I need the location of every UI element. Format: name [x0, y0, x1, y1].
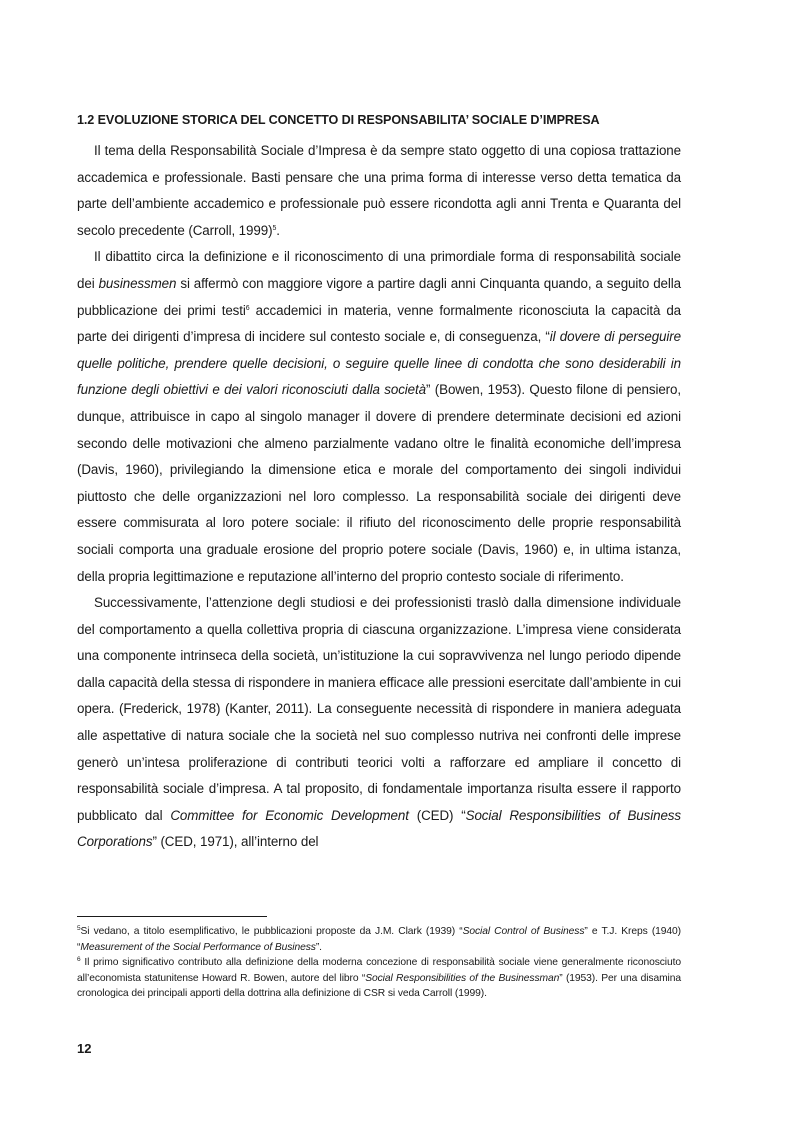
footnote-number: 5	[77, 925, 81, 932]
text-run: ” (CED, 1971), all’interno del	[152, 834, 319, 850]
italic-report-title: Social Responsibilities of Business Corporations	[77, 807, 681, 850]
footnotes	[77, 924, 681, 1002]
text-run: ” (1953). Per una disamina cronologica dei principali apporti della dottrina alla definizione di CSR si veda Carroll (1999).	[77, 972, 682, 1000]
italic-title: Measurement of the Social Performance of Business	[80, 941, 316, 953]
text-run: ” e T.J. Kreps (1940) “	[77, 926, 681, 953]
text-run: ” (Bowen, 1953). Questo filone di pensiero, dunque, attribuisce in capo al singolo manager il dovere di prendere determinate decisioni ed azioni secondo delle motivazioni che almeno parzialmente vadano oltre le finalità economiche dell’impresa (Davis, 1960), privilegiando la dimensione etica e morale del comportamento dei singoli individui piuttosto che delle organizzazioni nel loro complesso. La responsabilità sociale dei dirigenti deve essere commisurata al loro potere sociale: il rifiuto del riconoscimento delle proprie responsabilità sociali comporta una graduale erosione del proprio potere sociale (Davis, 1960) e, in ultima istanza, della propria legittimazione e reputazione all’interno del proprio contesto sociale di riferimento.	[77, 382, 681, 584]
italic-title: Social Responsibilities of the Businessman	[365, 972, 560, 984]
text-run: accademici in materia, venne formalmente riconosciuta la capacità da parte dei dirigenti d’impresa di incidere sul contesto sociale e, di conseguenza, “	[77, 302, 682, 345]
italic-title: Social Control of Business	[462, 926, 585, 937]
footnote-6	[77, 955, 681, 1002]
text-run: (CED) “	[408, 807, 466, 823]
text-run: si affermò con maggiore vigore a partire dagli anni Cinquanta quando, a seguito della pubblicazione dei primi testi	[77, 275, 681, 318]
paragraph-1	[77, 138, 681, 244]
footnote-5	[77, 924, 681, 955]
page-number: 12	[77, 1041, 92, 1056]
footnote-separator	[77, 916, 267, 917]
paragraph-2	[77, 244, 681, 590]
body-text	[77, 138, 681, 856]
footnote-ref-5[interactable]: 5	[272, 224, 277, 232]
text-run: ”.	[315, 941, 322, 953]
italic-quote: il dovere di perseguire quelle politiche, prendere quelle decisioni, o seguire quelle linee di condotta che sono desiderabili in funzione degli obiettivi e dei valori riconosciuti dalla società	[77, 329, 681, 398]
italic-organization: Committee for Economic Development	[170, 807, 409, 823]
text-run: Il tema della Responsabilità Sociale d’Impresa è da sempre stato oggetto di una copiosa trattazione accademica e professionale. Basti pensare che una prima forma di interesse verso detta tematica da parte dell’ambiente accademico e professionale può essere ricondotta agli anni Trenta e Quaranta del secolo precedente (Carroll, 1999)	[77, 143, 681, 238]
paragraph-3	[77, 590, 681, 856]
italic-term: businessmen	[98, 275, 177, 291]
text-run: Il primo significativo contributo alla definizione della moderna concezione di responsabilità sociale viene generalmente riconosciuto all’economista statunitense Howard R. Bowen, autore del libro “	[77, 957, 681, 984]
text-run: Successivamente, l’attenzione degli studiosi e dei professionisti traslò dalla dimensione individuale del comportamento a quella collettiva propria di ciascuna organizzazione. L’impresa viene considerata una componente intrinseca della società, un’istituzione la cui sopravvivenza nel lungo periodo dipende dalla capacità della stessa di rispondere in maniera efficace alle pressioni esercitate dall’ambiente in cui opera. (Frederick, 1978) (Kanter, 2011). La conseguente necessità di rispondere in maniera adeguata alle aspettative di natura sociale che la società nel suo complesso nutriva nei confronti delle imprese generò un’intesa proliferazione di contributi teorici volti a rafforzare ed ampliare il concetto di responsabilità sociale d’impresa. A tal proposito, di fondamentale importanza risulta essere il rapporto pubblicato dal	[77, 595, 681, 823]
section-heading: 1.2 EVOLUZIONE STORICA DEL CONCETTO DI RESPONSABILITA’ SOCIALE D’IMPRESA	[77, 113, 600, 127]
text-run: .	[276, 222, 280, 238]
text-run: Il dibattito circa la definizione e il riconoscimento di una primordiale forma di responsabilità sociale dei	[77, 249, 681, 291]
footnote-number: 6	[77, 956, 81, 964]
text-run: Si vedano, a titolo esemplificativo, le pubblicazioni proposte da J.M. Clark (1939) “	[80, 926, 463, 937]
footnote-ref-6[interactable]: 6	[245, 304, 250, 312]
